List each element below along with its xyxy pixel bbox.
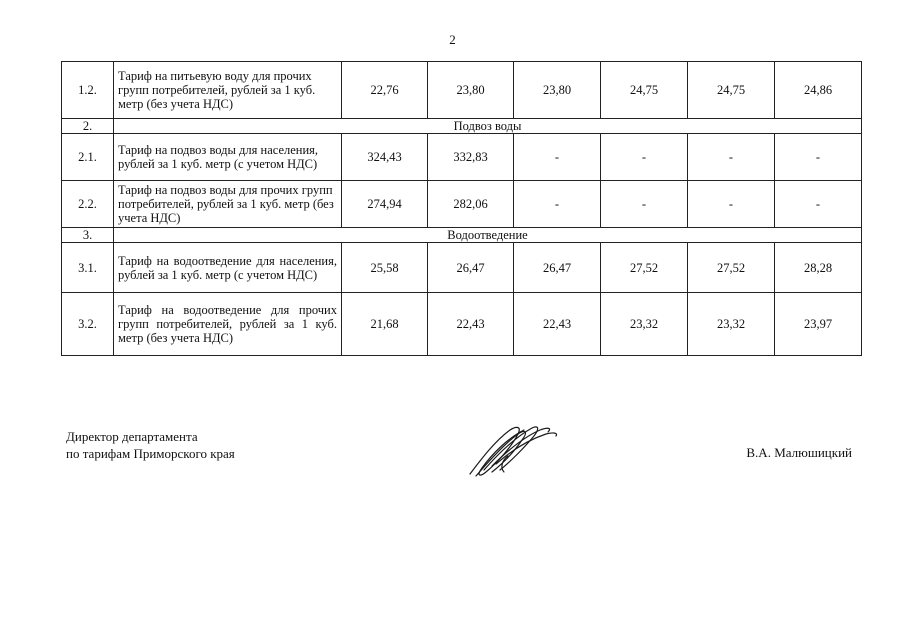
tariff-value: 22,43 xyxy=(514,293,601,356)
page-number: 2 xyxy=(449,32,456,47)
tariff-value: - xyxy=(601,134,688,181)
tariff-value: - xyxy=(775,181,862,228)
tariff-table xyxy=(61,61,862,356)
tariff-description: Тариф на водоотведение для прочих групп потребителей, рублей за 1 куб. метр (без учета НДС) xyxy=(114,293,342,356)
tariff-value: 24,75 xyxy=(601,62,688,119)
section-title: Подвоз воды xyxy=(114,119,862,134)
table-row xyxy=(62,243,862,293)
tariff-value: 24,75 xyxy=(688,62,775,119)
table-row xyxy=(62,62,862,119)
table-row xyxy=(62,134,862,181)
tariff-description: Тариф на питьевую воду для прочих групп потребителей, рублей за 1 куб. метр (без учета НДС) xyxy=(114,62,342,119)
tariff-value: 24,86 xyxy=(775,62,862,119)
tariff-value: - xyxy=(514,134,601,181)
table-row xyxy=(62,293,862,356)
tariff-table-body xyxy=(62,62,862,356)
tariff-value: - xyxy=(514,181,601,228)
tariff-value: 27,52 xyxy=(601,243,688,293)
row-number: 2. xyxy=(62,119,114,134)
tariff-value: 22,43 xyxy=(428,293,514,356)
tariff-value: 21,68 xyxy=(342,293,428,356)
section-row xyxy=(62,119,862,134)
tariff-value: 23,32 xyxy=(688,293,775,356)
row-number: 1.2. xyxy=(62,62,114,119)
tariff-value: - xyxy=(688,134,775,181)
tariff-value: 26,47 xyxy=(428,243,514,293)
tariff-description: Тариф на подвоз воды для прочих групп потребителей, рублей за 1 куб. метр (без учета НДС) xyxy=(114,181,342,228)
tariff-value: 324,43 xyxy=(342,134,428,181)
section-row xyxy=(62,228,862,243)
row-number: 3.1. xyxy=(62,243,114,293)
row-number: 3.2. xyxy=(62,293,114,356)
tariff-value: 274,94 xyxy=(342,181,428,228)
tariff-value: 332,83 xyxy=(428,134,514,181)
tariff-value: 26,47 xyxy=(514,243,601,293)
tariff-value: - xyxy=(775,134,862,181)
row-number: 2.1. xyxy=(62,134,114,181)
signer-name: В.А. Малюшицкий xyxy=(746,445,852,460)
signer-position-line2: по тарифам Приморского края xyxy=(66,446,235,461)
tariff-value: 25,58 xyxy=(342,243,428,293)
tariff-value: 23,80 xyxy=(514,62,601,119)
tariff-value: 23,97 xyxy=(775,293,862,356)
tariff-value: 23,80 xyxy=(428,62,514,119)
handwritten-signature xyxy=(462,420,562,482)
tariff-value: - xyxy=(688,181,775,228)
tariff-value: 22,76 xyxy=(342,62,428,119)
tariff-value: 23,32 xyxy=(601,293,688,356)
signer-position-line1: Директор департамента xyxy=(66,429,198,444)
row-number: 2.2. xyxy=(62,181,114,228)
section-title: Водоотведение xyxy=(114,228,862,243)
table-row xyxy=(62,181,862,228)
tariff-value: 28,28 xyxy=(775,243,862,293)
tariff-value: 27,52 xyxy=(688,243,775,293)
row-number: 3. xyxy=(62,228,114,243)
tariff-value: - xyxy=(601,181,688,228)
tariff-value: 282,06 xyxy=(428,181,514,228)
tariff-description: Тариф на подвоз воды для населения, рублей за 1 куб. метр (с учетом НДС) xyxy=(114,134,342,181)
tariff-description: Тариф на водоотведение для населения, рублей за 1 куб. метр (с учетом НДС) xyxy=(114,243,342,293)
signature-block xyxy=(66,428,235,462)
